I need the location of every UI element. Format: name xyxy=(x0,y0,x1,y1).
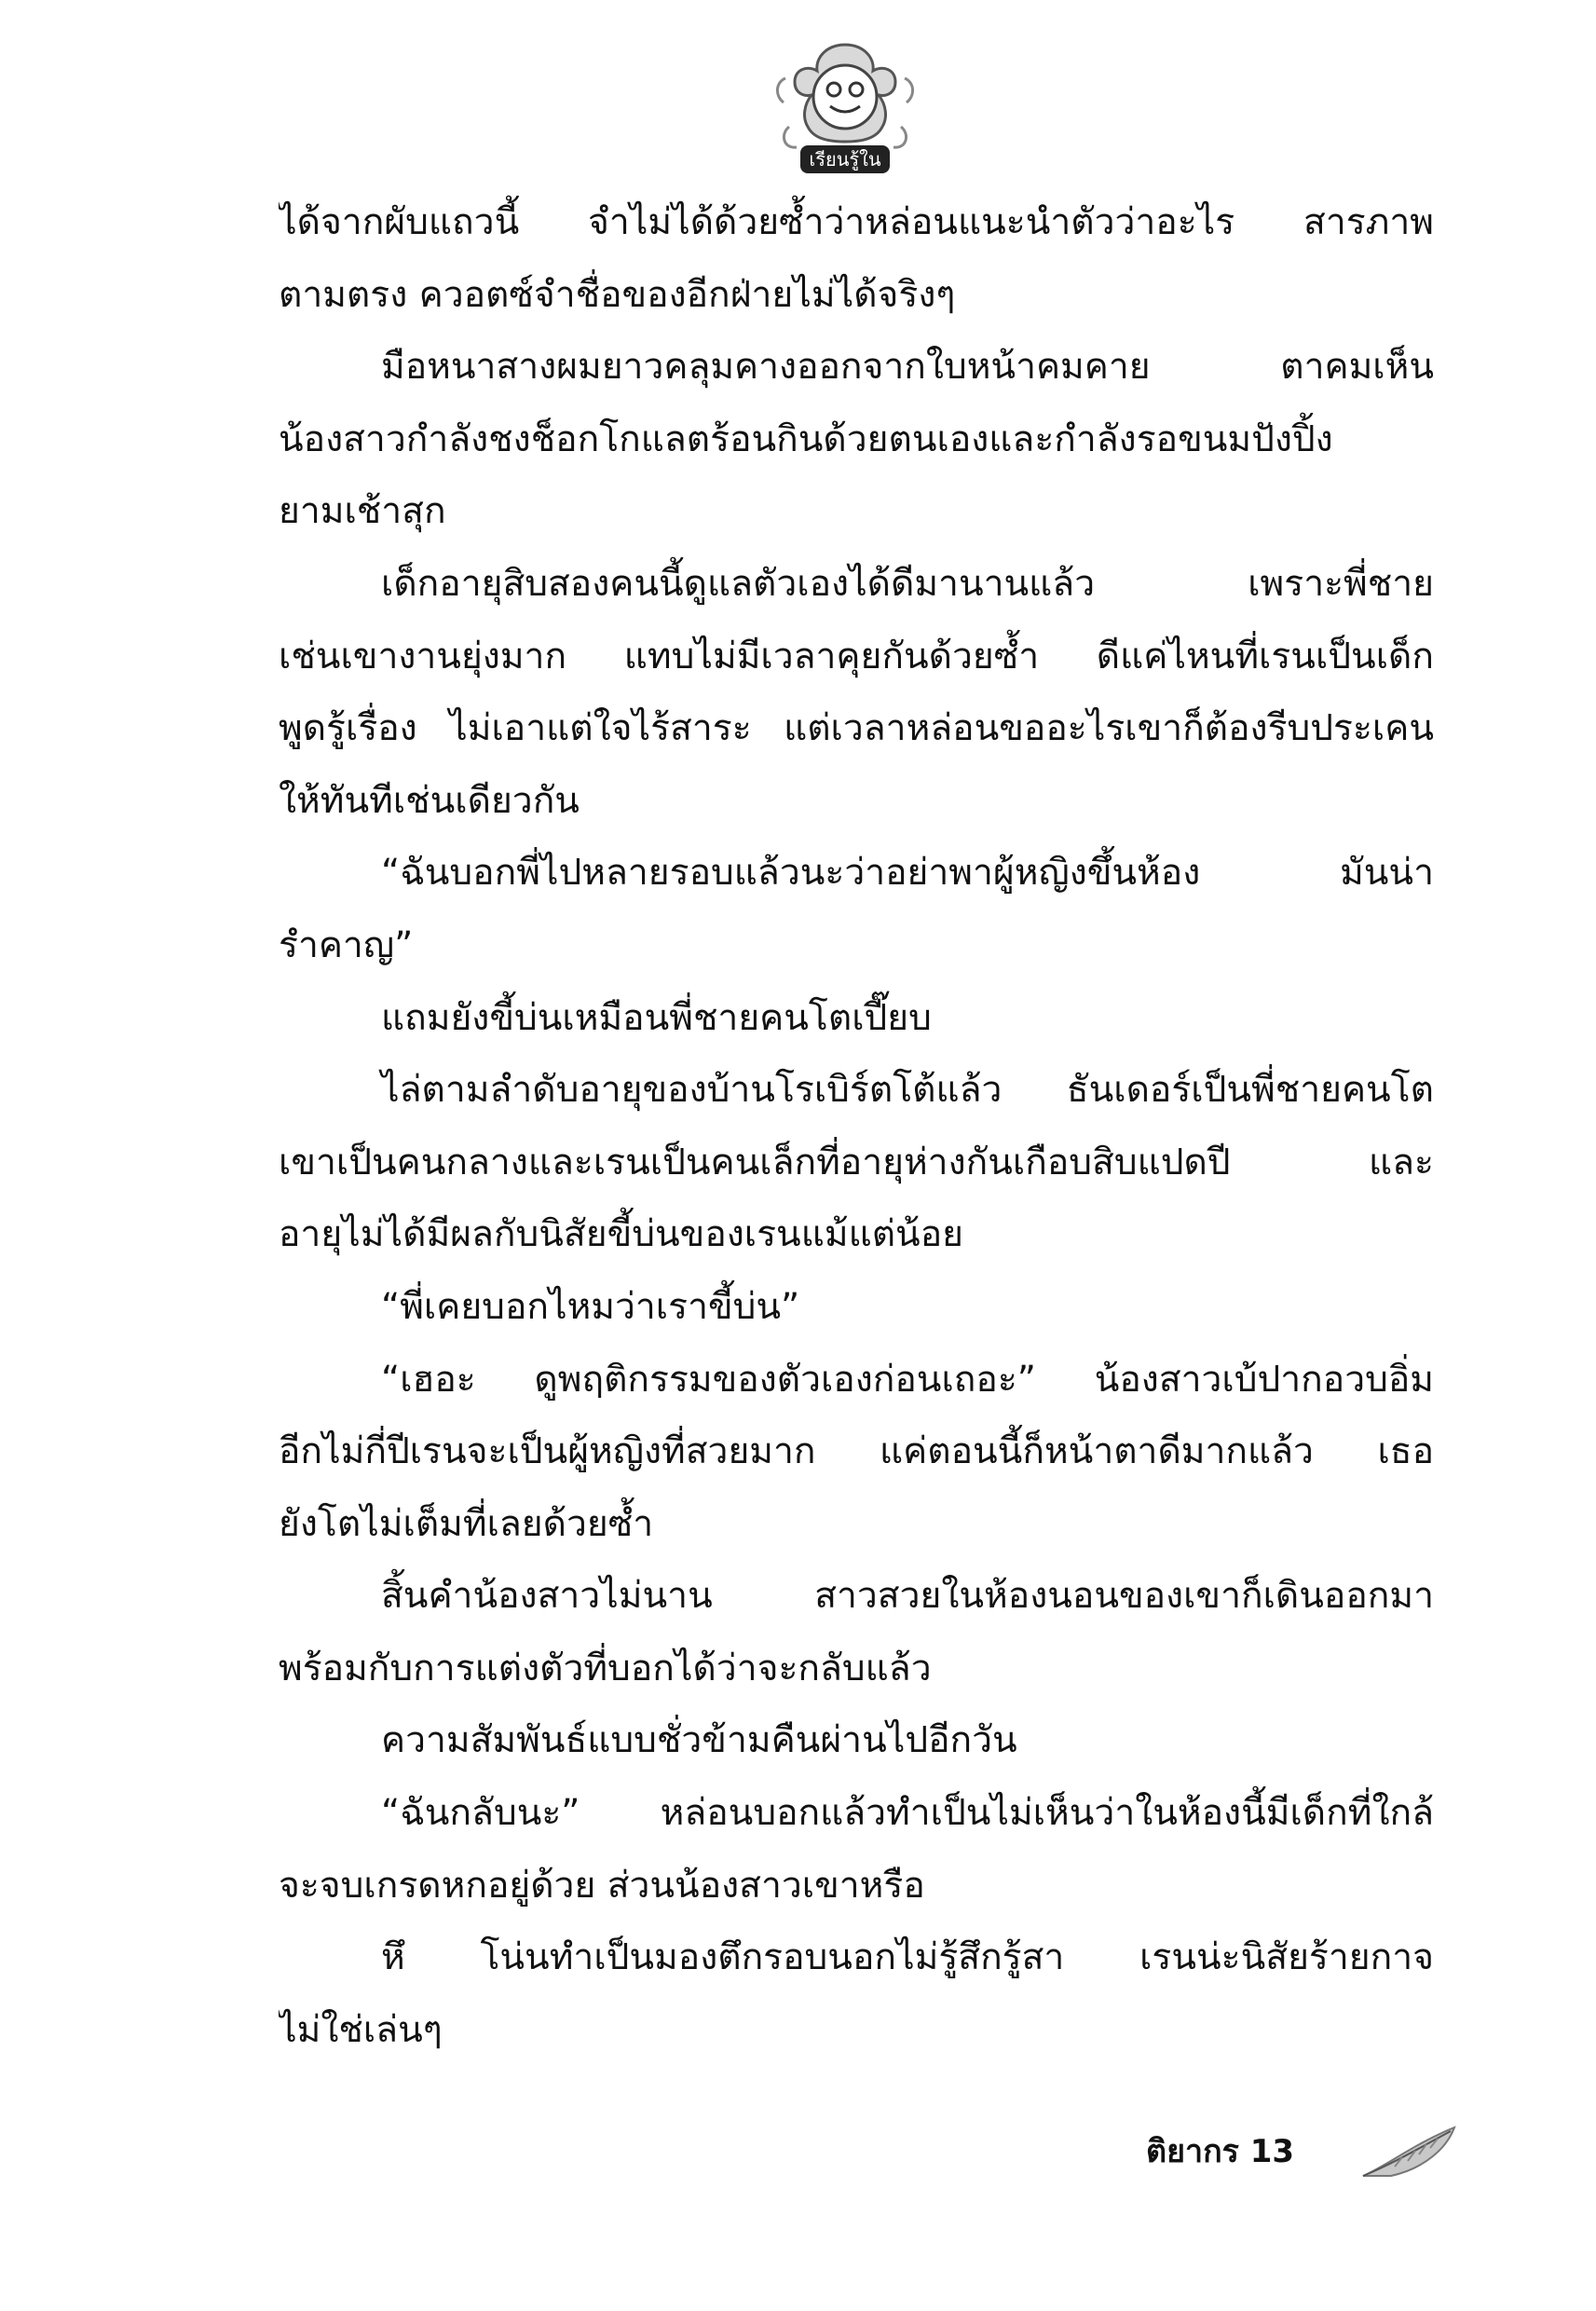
text-line: หึ โน่นทำเป็นมองตึกรอบนอกไม่รู้สึกรู้สา เรนน่ะนิสัยร้ายกาจ xyxy=(381,1936,1434,1979)
text-line: ความสัมพันธ์แบบชั่วข้ามคืนผ่านไปอีกวัน xyxy=(381,1719,1017,1762)
text-line: สิ้นคำน้องสาวไม่นาน สาวสวยในห้องนอนของเขาก็เดินออกมา xyxy=(381,1575,1434,1618)
feather-quill-icon xyxy=(1357,2120,1460,2185)
text-line: พร้อมกับการแต่งตัวที่บอกได้ว่าจะกลับแล้ว xyxy=(279,1647,932,1689)
text-line: มือหนาสางผมยาวคลุมคางออกจากใบหน้าคมคาย ตาคมเห็น xyxy=(381,346,1434,389)
text-line: อายุไม่ได้มีผลกับนิสัยขี้บ่นของเรนแม้แต่น้อย xyxy=(279,1213,963,1256)
text-line: “เฮอะ ดูพฤติกรรมของตัวเองก่อนเถอะ” น้องสาวเบ้ปากอวบอิ่ม xyxy=(381,1358,1434,1401)
text-line: ไม่ใช่เล่นๆ xyxy=(279,2008,443,2051)
text-line: เขาเป็นคนกลางและเรนเป็นคนเล็กที่อายุห่างกันเกือบสิบแปดปี และ xyxy=(279,1141,1434,1183)
text-line: ยังโตไม่เต็มที่เลยด้วยซ้ำ xyxy=(279,1502,654,1545)
text-line: แถมยังขี้บ่นเหมือนพี่ชายคนโตเปี๊ยบ xyxy=(381,996,932,1039)
text-line: ได้จากผับแถวนี้ จำไม่ได้ด้วยซ้ำว่าหล่อนแนะนำตัวว่าอะไร สารภาพ xyxy=(279,201,1434,243)
text-line: น้องสาวกำลังชงช็อกโกแลตร้อนกินด้วยตนเองและกำลังรอขนมปังปิ้ง xyxy=(279,417,1333,460)
text-line: อีกไม่กี่ปีเรนจะเป็นผู้หญิงที่สวยมาก แค่ตอนนี้ก็หน้าตาดีมากแล้ว เธอ xyxy=(279,1430,1434,1473)
logo-text: เรียนรู้ใน xyxy=(809,148,881,171)
text-line: ให้ทันทีเช่นเดียวกัน xyxy=(279,779,580,822)
text-line: รำคาญ” xyxy=(279,923,414,966)
text-line: ตามตรง ควอตซ์จำชื่อของอีกฝ่ายไม่ได้จริงๆ xyxy=(279,273,956,316)
text-line: พูดรู้เรื่อง ไม่เอาแต่ใจไร้สาระ แต่เวลาหล่อนขออะไรเขาก็ต้องรีบประเคน xyxy=(279,707,1434,750)
text-line: “ฉันบอกพี่ไปหลายรอบแล้วนะว่าอย่าพาผู้หญิงขึ้นห้อง มันน่า xyxy=(381,852,1434,895)
text-line: ไล่ตามลำดับอายุของบ้านโรเบิร์ตโต้แล้ว ธันเดอร์เป็นพี่ชายคนโต xyxy=(381,1069,1434,1112)
running-title-page-number: ติยากร 13 xyxy=(1146,2133,1295,2170)
body-text xyxy=(279,186,1434,2066)
footer-ornament xyxy=(1357,2120,1460,2185)
page-footer xyxy=(1146,2111,1425,2195)
text-line: ยามเช้าสุก xyxy=(279,490,446,533)
text-line: เด็กอายุสิบสองคนนี้ดูแลตัวเองได้ดีมานานแล้ว เพราะพี่ชาย xyxy=(381,562,1434,605)
header-logo xyxy=(771,37,920,177)
text-line: “พี่เคยบอกไหมว่าเราขี้บ่น” xyxy=(381,1285,800,1328)
ornamental-seal-icon xyxy=(771,37,920,177)
text-line: “ฉันกลับนะ” หล่อนบอกแล้วทำเป็นไม่เห็นว่าในห้องนี้มีเด็กที่ใกล้ xyxy=(381,1792,1434,1835)
text-line: เช่นเขางานยุ่งมาก แทบไม่มีเวลาคุยกันด้วยซ้ำ ดีแค่ไหนที่เรนเป็นเด็ก xyxy=(279,635,1434,677)
text-line: จะจบเกรดหกอยู่ด้วย ส่วนน้องสาวเขาหรือ xyxy=(279,1864,925,1907)
